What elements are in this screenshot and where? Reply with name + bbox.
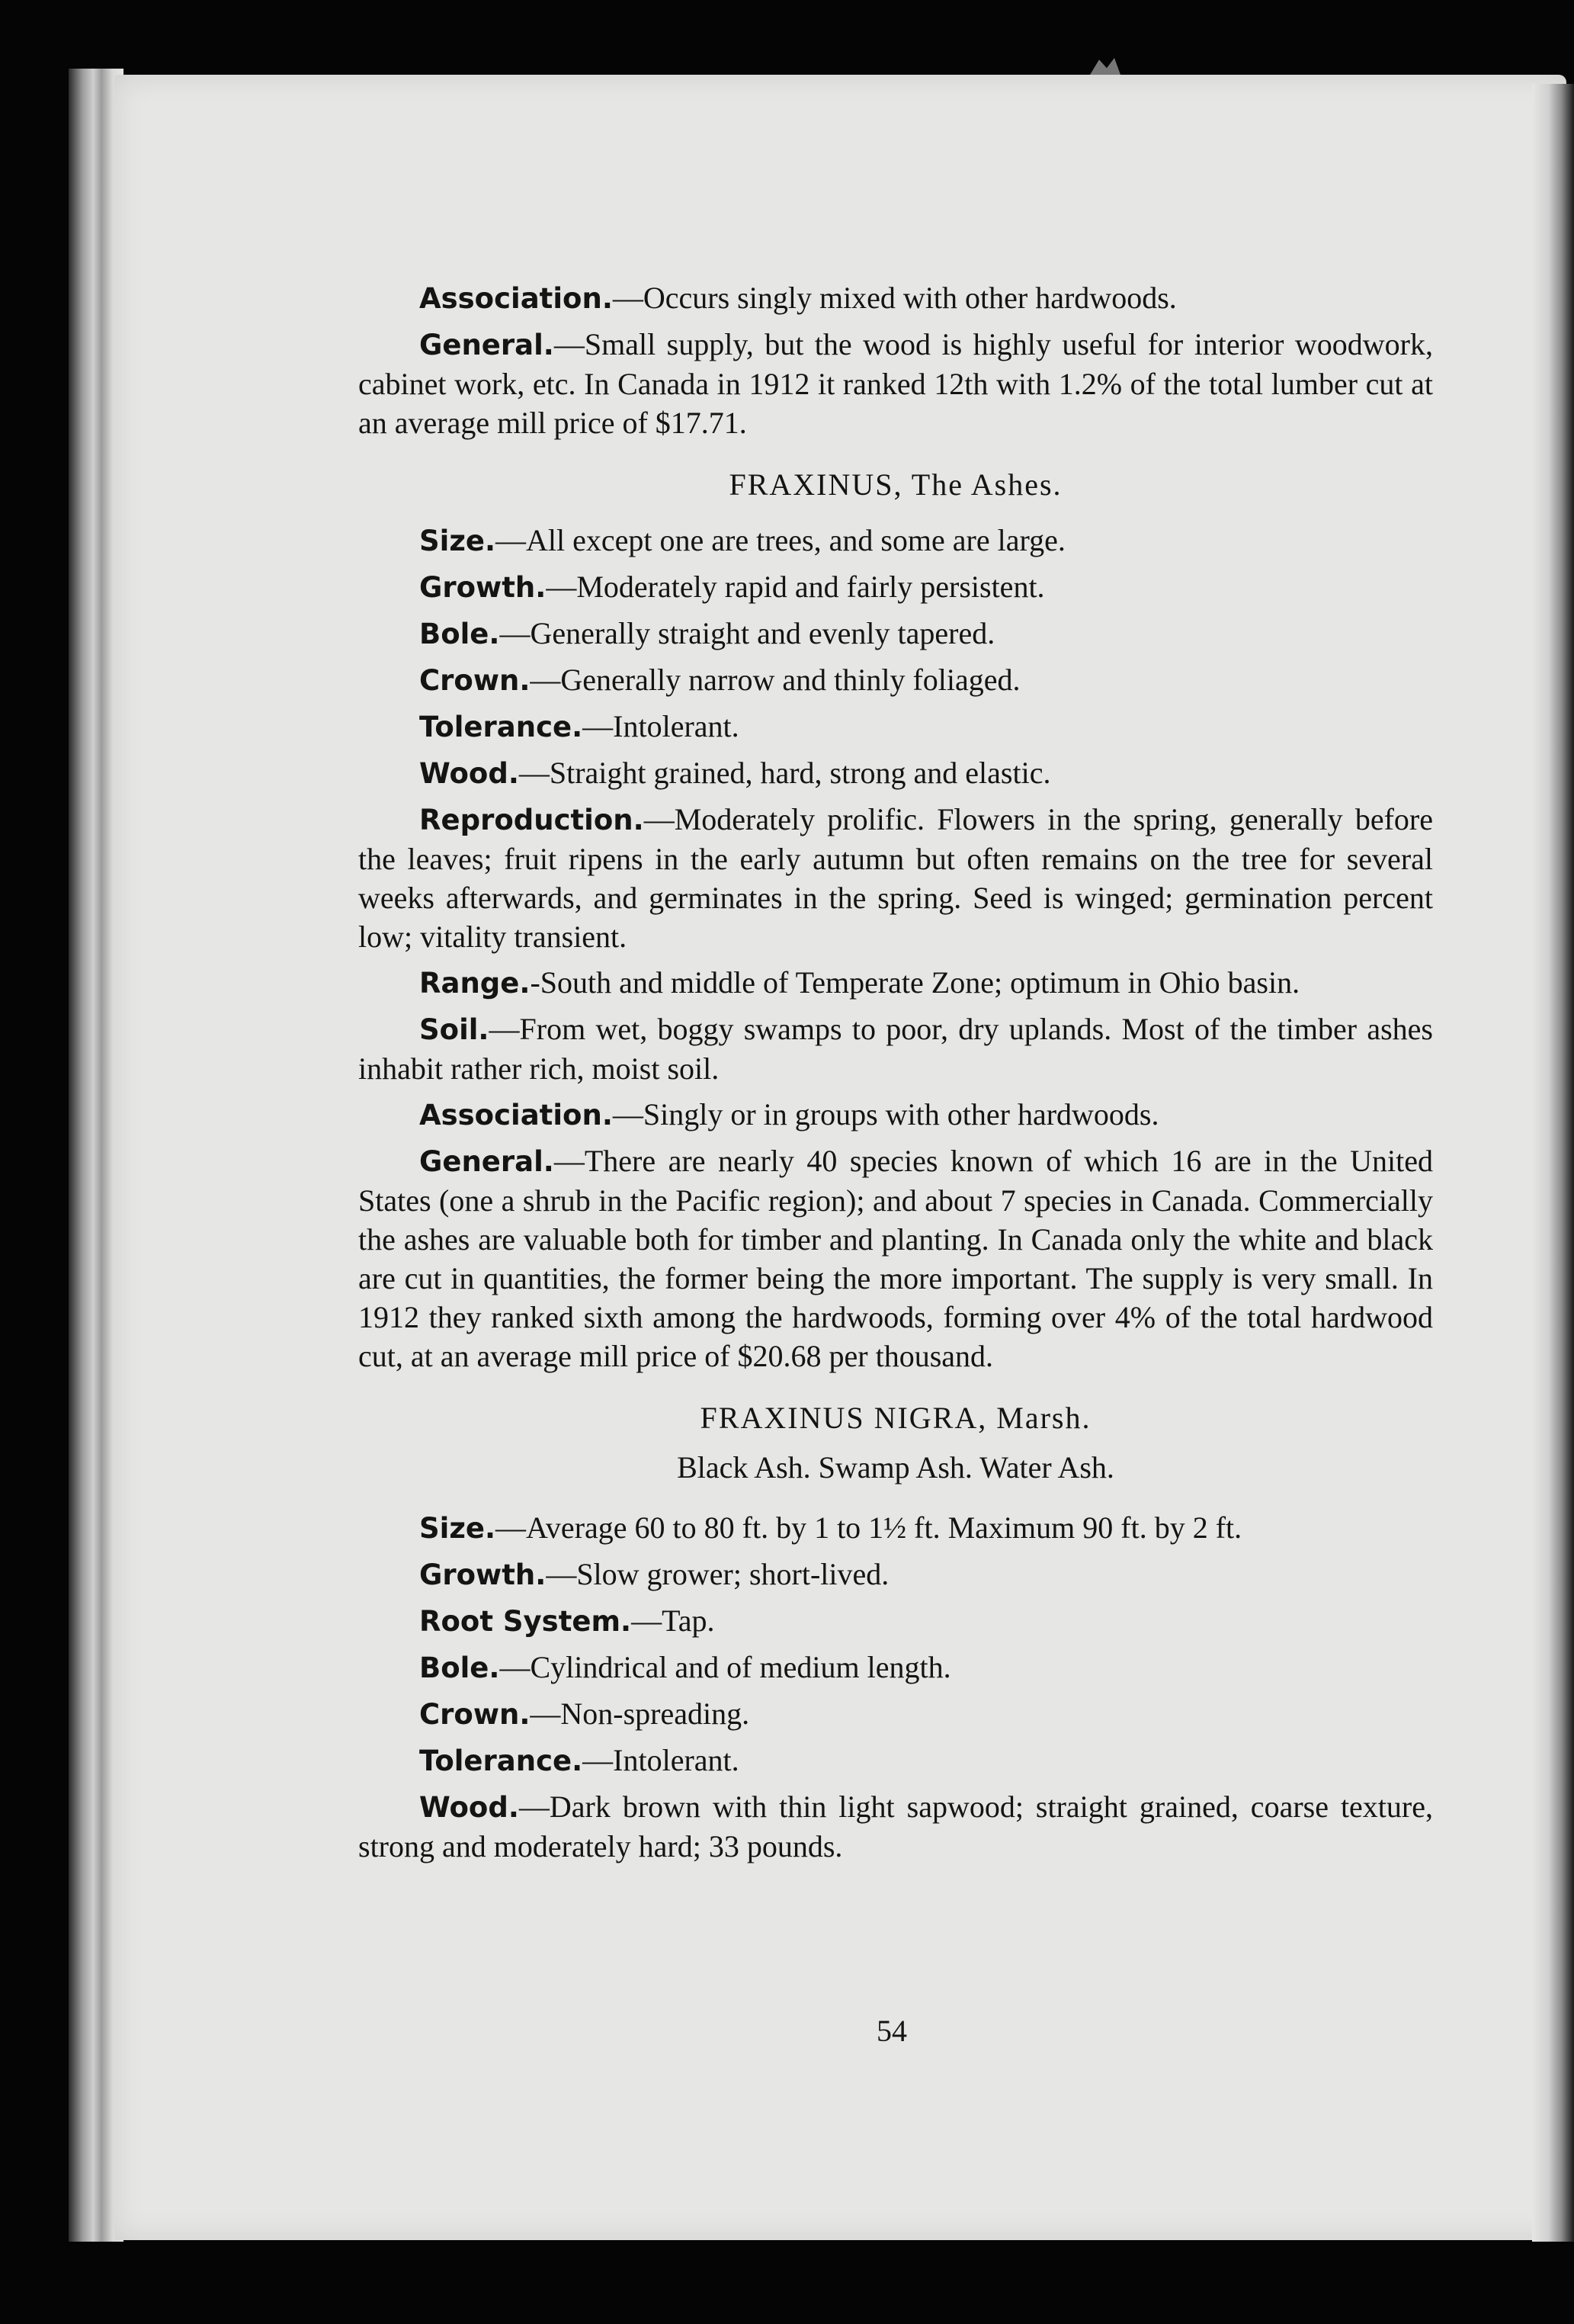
entry-crown bbox=[358, 1694, 1433, 1734]
entry-term: Wood. bbox=[419, 757, 519, 790]
section-heading-fraxinus-nigra: FRAXINUS NIGRA, Marsh. bbox=[700, 1401, 1092, 1435]
entry-text: —Singly or in groups with other hardwoods. bbox=[612, 1097, 1159, 1132]
entry-range bbox=[358, 963, 1433, 1003]
entry-text: —Average 60 to 80 ft. by 1 to 1½ ft. Maximum 90 ft. by 2 ft. bbox=[495, 1510, 1242, 1545]
entry-term: Size. bbox=[419, 525, 496, 557]
entry-text: —There are nearly 40 species known of which 16 are in the United States (one a shrub in the Pacific region); and about 7 species in Canada. Commercially the ashes are valuable both for timber and planting. In Canada only the white and black are cut in quantities, the former being the more important. The supply is very small. In 1912 they ranked sixth among the hardwoods, forming over 4% of the total hardwood cut, at an average mill price of $20.68 per thousand. bbox=[358, 1144, 1433, 1373]
entry-text: —Slow grower; short-lived. bbox=[546, 1557, 890, 1591]
entry-term: Reproduction. bbox=[419, 804, 644, 836]
entry-term: Tolerance. bbox=[419, 711, 583, 743]
entry-wood bbox=[358, 753, 1433, 793]
entry-term: Wood. bbox=[419, 1791, 519, 1824]
entry-tolerance bbox=[358, 1741, 1433, 1780]
entry-text: -South and middle of Temperate Zone; optimum in Ohio basin. bbox=[530, 965, 1300, 1000]
entry-general bbox=[358, 1141, 1433, 1375]
entry-reproduction bbox=[358, 800, 1433, 956]
entry-text: —Small supply, but the wood is highly useful for interior woodwork, cabinet work, etc. In Canada in 1912 it ranked 12th with 1.2% of the total lumber cut at an average mill price of $17.71. bbox=[358, 327, 1433, 440]
entry-term: Tolerance. bbox=[419, 1745, 583, 1777]
entry-text: —Intolerant. bbox=[582, 709, 739, 743]
section-heading-fraxinus: FRAXINUS, The Ashes. bbox=[729, 467, 1063, 502]
entry-text: —Intolerant. bbox=[582, 1743, 739, 1777]
entry-term: Size. bbox=[419, 1512, 496, 1545]
entry-text: —Dark brown with thin light sapwood; straight grained, coarse texture, strong and moderately hard; 33 pounds. bbox=[358, 1790, 1433, 1863]
entry-text: —Generally straight and evenly tapered. bbox=[499, 616, 995, 650]
entry-term: Crown. bbox=[419, 664, 531, 697]
entry-size bbox=[358, 521, 1433, 560]
entry-term: Crown. bbox=[419, 1698, 531, 1731]
entry-size bbox=[358, 1508, 1433, 1548]
entry-bole bbox=[358, 1648, 1433, 1687]
entry-term: Growth. bbox=[419, 1558, 547, 1591]
entry-text: —Generally narrow and thinly foliaged. bbox=[530, 663, 1021, 697]
entry-term: Association. bbox=[419, 1099, 613, 1132]
entry-growth bbox=[358, 1555, 1433, 1594]
entry-text: —All except one are trees, and some are large. bbox=[495, 523, 1066, 557]
entry-text: —From wet, boggy swamps to poor, dry uplands. Most of the timber ashes inhabit rather rich, moist soil. bbox=[358, 1012, 1433, 1086]
entry-text: —Tap. bbox=[631, 1603, 715, 1638]
entry-text: —Straight grained, hard, strong and elastic. bbox=[518, 756, 1051, 790]
entry-term: General. bbox=[419, 329, 554, 361]
entry-bole bbox=[358, 614, 1433, 653]
entry-general bbox=[358, 325, 1433, 442]
page-number: 54 bbox=[877, 2014, 907, 2048]
entry-term: Growth. bbox=[419, 571, 547, 604]
entry-crown bbox=[358, 660, 1433, 700]
common-names: Black Ash. Swamp Ash. Water Ash. bbox=[677, 1450, 1114, 1485]
entry-text: —Non-spreading. bbox=[530, 1696, 750, 1731]
entry-wood bbox=[358, 1787, 1433, 1866]
entry-text: —Occurs singly mixed with other hardwoods. bbox=[612, 281, 1177, 315]
page-text bbox=[358, 278, 1433, 1873]
entry-soil bbox=[358, 1010, 1433, 1088]
entry-text: —Moderately rapid and fairly persistent. bbox=[546, 570, 1045, 604]
entry-term: Association. bbox=[419, 282, 613, 315]
entry-term: Range. bbox=[419, 967, 531, 1000]
page-edge-right bbox=[1532, 84, 1574, 2242]
entry-growth bbox=[358, 567, 1433, 607]
entry-term: Bole. bbox=[419, 618, 500, 650]
entry-root-system bbox=[358, 1601, 1433, 1641]
entry-term: Soil. bbox=[419, 1013, 489, 1046]
entry-text: —Cylindrical and of medium length. bbox=[499, 1650, 951, 1684]
entry-term: Bole. bbox=[419, 1652, 500, 1684]
entry-term: Root System. bbox=[419, 1605, 632, 1638]
entry-term: General. bbox=[419, 1145, 554, 1178]
entry-text: —Moderately prolific. Flowers in the spring, generally before the leaves; fruit ripens in the early autumn but often remains on the tree for several weeks afterwards, and germinates in the spring. Seed is winged; germination percent low; vitality transient. bbox=[358, 802, 1433, 954]
entry-association bbox=[358, 1095, 1433, 1135]
entry-tolerance bbox=[358, 707, 1433, 746]
entry-association bbox=[358, 278, 1433, 318]
